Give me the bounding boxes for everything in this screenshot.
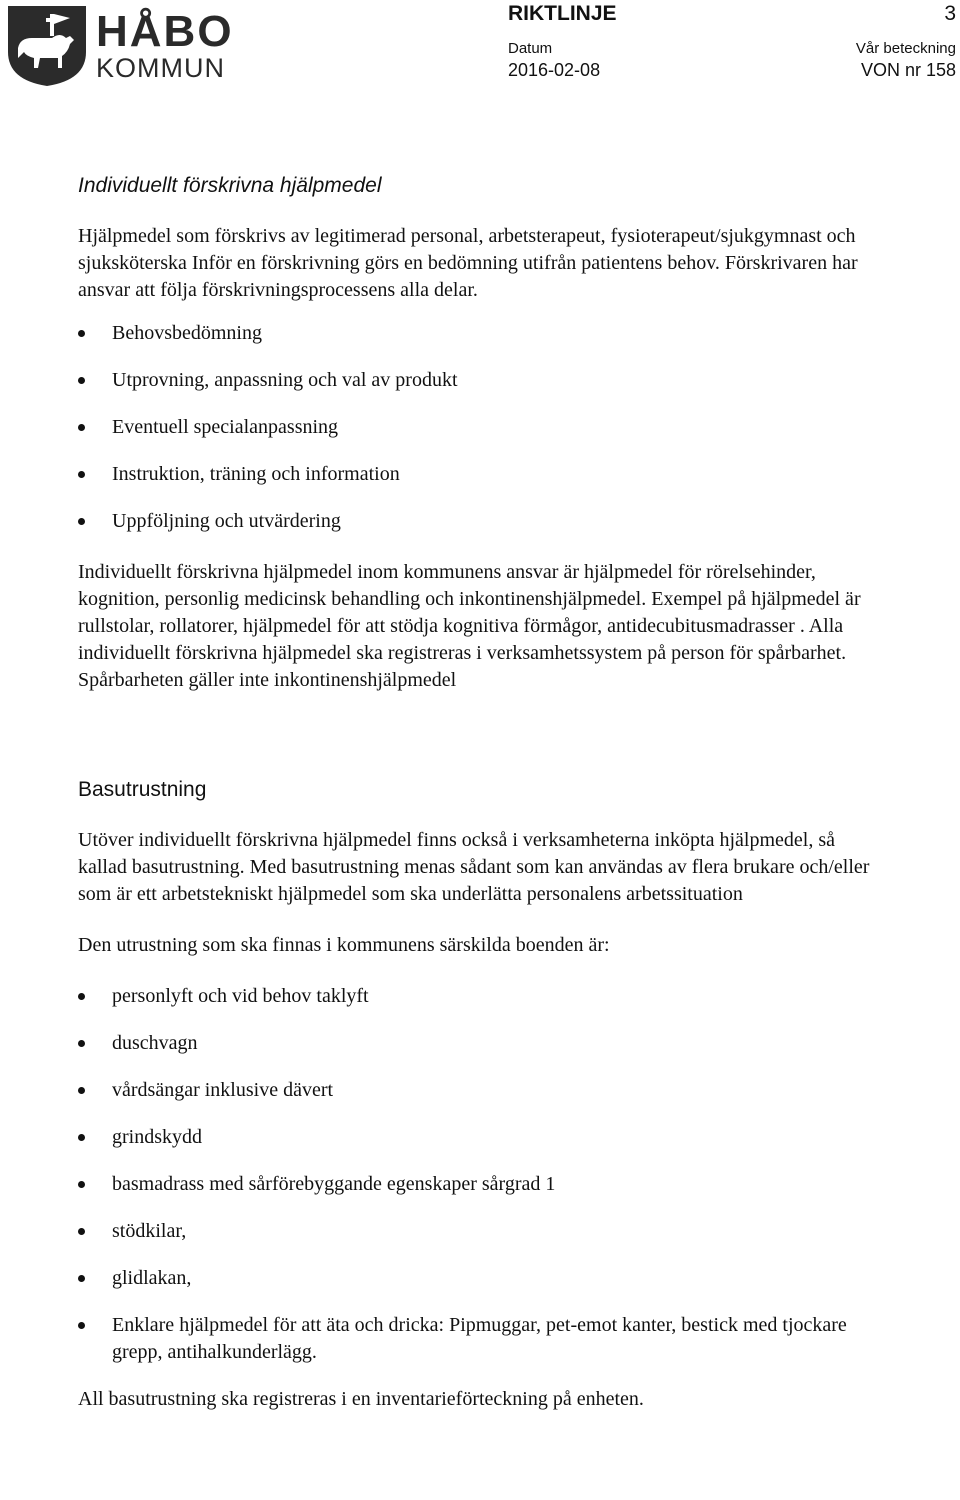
logo-wordmark: HÅBO — [96, 7, 234, 56]
equipment-list-intro: Den utrustning som ska finnas i kommunens särskilda boenden är: — [78, 934, 610, 956]
document-date: 2016-02-08 — [508, 60, 601, 80]
list-item: Utprovning, anpassning och val av produkt — [78, 367, 878, 394]
document-type: RIKTLINJE — [508, 2, 617, 25]
list-item: glidlakan, — [78, 1265, 878, 1292]
logo-subtitle: KOMMUN — [96, 53, 225, 83]
closing-note: All basutrustning ska registreras i en inventarieförteckning på enheten. — [78, 1388, 644, 1410]
list-item: stödkilar, — [78, 1218, 878, 1245]
section-heading-prescribed-aids: Individuellt förskrivna hjälpmedel — [78, 174, 382, 197]
list-item: Instruktion, träning och information — [78, 461, 878, 488]
equipment-list — [78, 983, 878, 1366]
section-heading-basic-equipment: Basutrustning — [78, 778, 207, 801]
list-item: personlyft och vid behov taklyft — [78, 983, 878, 1010]
prescribed-aids-body: Individuellt förskrivna hjälpmedel inom kommunens ansvar är hjälpmedel för rörelsehinder, kognition, personlig medicinsk behandling och inkontinenshjälpmedel. Exempel på hjälpmedel är rullstolar, rollatorer, hjälpmedel för att stödja kognitiva förmågor, antidecubitusmadrasser . Alla individuellt förskrivna hjälpmedel ska registreras i verksamhetssystem på person för spårbarhet. Spårbarheten gäller inte inkontinenshjälpmedel — [78, 561, 861, 691]
date-label: Datum — [508, 40, 553, 57]
list-item: basmadrass med sårförebyggande egenskaper sårgrad 1 — [78, 1171, 878, 1198]
list-item: vårdsängar inklusive dävert — [78, 1077, 878, 1104]
document-body — [78, 172, 878, 1413]
reference-number: VON nr 158 — [860, 60, 956, 80]
list-item: duschvagn — [78, 1030, 878, 1057]
list-item: Uppföljning och utvärdering — [78, 508, 878, 535]
basic-equipment-intro: Utöver individuellt förskrivna hjälpmedel finns också i verksamheterna inköpta hjälpmedel, så kallad basutrustning. Med basutrustning menas sådant som kan användas av flera brukare och/eller som är ett arbetstekniskt hjälpmedel som ska underlätta personalens arbetssituation — [78, 829, 870, 905]
prescription-steps-list — [78, 320, 878, 535]
prescribed-aids-intro: Hjälpmedel som förskrivs av legitimerad personal, arbetsterapeut, fysioterapeut/sjukgymnast och sjuksköterska Inför en förskrivning görs en bedömning utifrån patientens behov. Förskrivaren har ansvar att följa förskrivningsprocessens alla delar. — [78, 225, 858, 301]
list-item: Enklare hjälpmedel för att äta och dricka: Pipmuggar, pet-emot kanter, bestick med tjockare grepp, antihalkunderlägg. — [78, 1312, 878, 1366]
page-number: 3 — [944, 2, 956, 25]
reference-label: Vår beteckning — [855, 40, 956, 57]
list-item: Behovsbedömning — [78, 320, 878, 347]
municipality-logo — [4, 2, 254, 88]
list-item: grindskydd — [78, 1124, 878, 1151]
coat-of-arms-icon — [4, 2, 90, 88]
list-item: Eventuell specialanpassning — [78, 414, 878, 441]
